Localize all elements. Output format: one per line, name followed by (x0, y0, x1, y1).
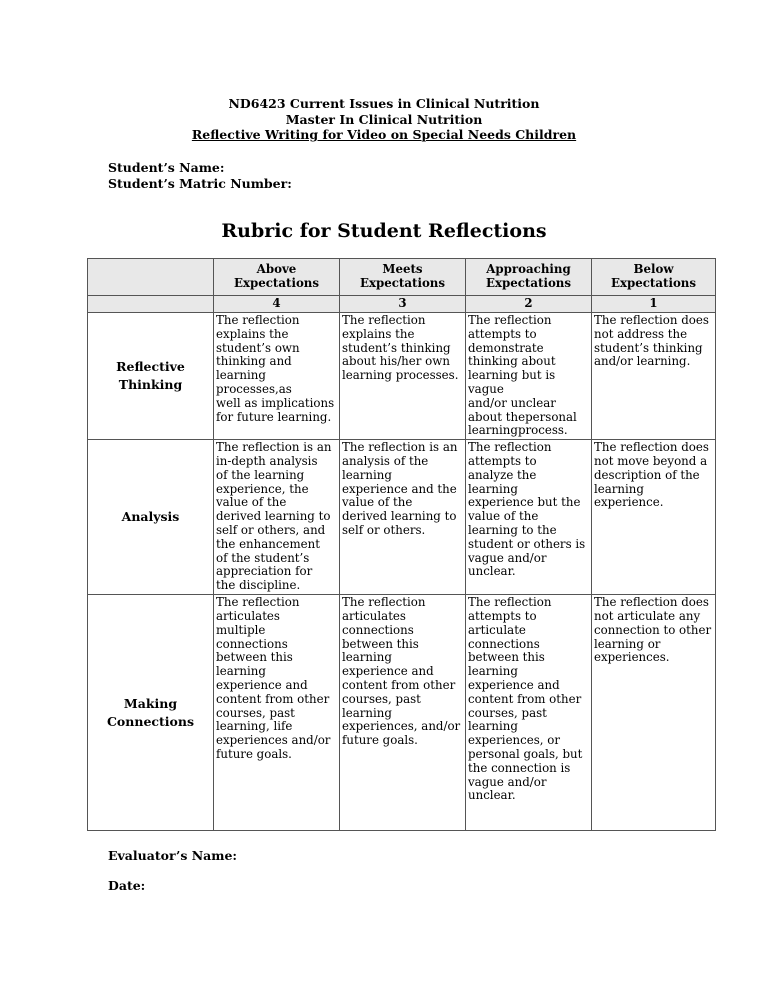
rubric-cell: The reflection explains the student’s thinking about his/her own learning processes. (340, 313, 466, 440)
program-title: Master In Clinical Nutrition (285, 112, 483, 127)
rubric-cell: The reflection does not articulate any connection to other learning or experiences. (592, 595, 716, 831)
table-row (88, 313, 716, 440)
rubric-cell: The reflection articulates connections between this learning experience and content from other courses, past learning experiences, and/or future goals. (340, 595, 466, 831)
rubric-cell: The reflection attempts to analyze the learning experience but the value of the learning to the student or others is vague and/or unclear. (466, 440, 592, 595)
column-header: Meets Expectations (340, 259, 466, 296)
column-header: Below Expectations (592, 259, 716, 296)
rubric-cell: The reflection articulates multiple connections between this learning experience and content from other courses, past learning, life experiences and/or future goals. (214, 595, 340, 831)
score-row (88, 296, 716, 313)
rubric-cell: The reflection is an analysis of the learning experience and the value of the derived learning to self or others. (340, 440, 466, 595)
table-row (88, 440, 716, 595)
column-header: Above Expectations (214, 259, 340, 296)
rubric-title: Rubric for Student Reflections (221, 220, 547, 242)
rubric-cell: The reflection attempts to articulate connections between this learning experience and content from other courses, past learning experiences, or personal goals, but the connection is vague and/or unclear. (466, 595, 592, 831)
score-cell: 4 (214, 296, 340, 313)
score-cell: 1 (592, 296, 716, 313)
rubric-cell: The reflection does not address the student’s thinking and/or learning. (592, 313, 716, 440)
corner-cell (88, 259, 214, 296)
score-cell: 3 (340, 296, 466, 313)
criterion-label: Analysis (88, 440, 214, 595)
course-title: ND6423 Current Issues in Clinical Nutrition (228, 96, 540, 111)
rubric-cell: The reflection is an in-depth analysis of the learning experience, the value of the derived learning to self or others, and the enhancement of the student’s appreciation for the discipline. (214, 440, 340, 595)
assignment-title: Reflective Writing for Video on Special Needs Children (191, 127, 577, 142)
criterion-label: Reflective Thinking (88, 313, 214, 440)
student-name-label: Student’s Name: (108, 160, 225, 175)
student-matric-label: Student’s Matric Number: (108, 176, 292, 191)
score-cell: 2 (466, 296, 592, 313)
rubric-cell: The reflection does not move beyond a description of the learning experience. (592, 440, 716, 595)
date-label: Date: (108, 878, 146, 893)
header-row (88, 259, 716, 296)
table-row (88, 595, 716, 831)
rubric-cell: The reflection explains the student’s own thinking and learning processes,as well as implications for future learning. (214, 313, 340, 440)
rubric-table (87, 258, 716, 831)
evaluator-name-label: Evaluator’s Name: (108, 848, 238, 863)
rubric-cell: The reflection attempts to demonstrate thinking about learning but is vague and/or unclear about thepersonal learningprocess. (466, 313, 592, 440)
column-header: Approaching Expectations (466, 259, 592, 296)
corner-cell (88, 296, 214, 313)
criterion-label: Making Connections (88, 595, 214, 831)
